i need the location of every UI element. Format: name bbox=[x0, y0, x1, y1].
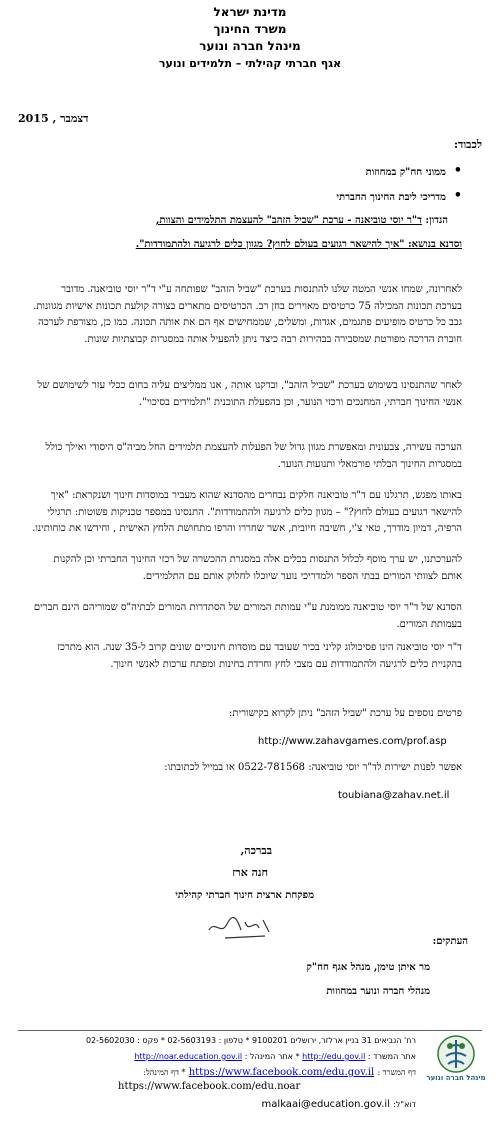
footer-fb-admin-label: * דף המינהל: bbox=[143, 1068, 186, 1077]
paragraph: לאחר שהתנסינו בשימוש בערכת "שביל הזהב", ובדקנו אותה , אנו ממליצים עליה בחום ככלי עזר לשימושם של אנשי החינוך חברתי, המחנכים ורכזי הנוער, וכן בהפעלת התוכנית "תלמידים בסיכוי". bbox=[37, 380, 462, 408]
footer-fb-admin-link[interactable]: https://www.facebook.com/edu.noar bbox=[118, 1081, 301, 1092]
paragraph: הערכה עשירה, צבעונית ומאפשרת מגוון גדול של הפעלות להעצמת תלמידים החל מביה"ס היסודי ואילך כולל במסגרות החינוך הבלתי פורמאלי ותנועות הנוער. bbox=[45, 442, 462, 470]
letterhead-department: אגף חברתי קהילתי – תלמידים ונוער bbox=[158, 57, 342, 70]
footer-sites bbox=[16, 1050, 416, 1064]
to-label: לכבוד: bbox=[454, 138, 482, 151]
footer-site-label: אתר המשרד : bbox=[367, 1052, 416, 1061]
closing: בברכה, bbox=[240, 844, 272, 857]
subject-label: הנדון: bbox=[425, 215, 448, 226]
letterhead bbox=[100, 4, 400, 72]
logo-caption: מינהל חברה ונוער bbox=[426, 1074, 486, 1082]
footer-admin-label: * אתר המינהל : bbox=[244, 1052, 300, 1061]
footer-email-row bbox=[16, 1098, 416, 1112]
footer-admin-link[interactable]: http://noar.education.gov.il bbox=[134, 1052, 243, 1061]
paragraph: ד"ר יוסי טוביאנה הינו פסיכולוג קליני בכיר שעובד עם מוסדות חינוכיים שונים קרוב ל-35 שנה. הוא מתרכז בהקניית כלים לרגיעה ולהתמודדות עם מצבי לחץ וחרדת בחינות ומפתח ערכות לאנשי חינוך. bbox=[57, 642, 462, 670]
footer-site-link[interactable]: http://edu.gov.il bbox=[302, 1052, 366, 1061]
paragraph: להערכתנו, יש ערך מוסף לכלול התנסות בכלים אלה במסגרת ההכשרה של רכזי החינוך החברתי וכן להקנות אותם לצוותי המורים בבתי הספר ולמדריכי נוער שיוכלו לחלוק אותם עם התלמידים. bbox=[53, 554, 462, 582]
letterhead-state: מדינת ישראל bbox=[213, 5, 287, 19]
footer-address: רח' הנביאים 31 בניין ארלזר, ירושלים 9100201 * טלפון : 02-5603193 * פקס : 02-5602030 bbox=[85, 1036, 416, 1045]
letterhead-administration: מינהל חברה ונוער bbox=[199, 39, 301, 53]
footer-fb-link[interactable]: https://www.facebook.com/edu.gov.il bbox=[188, 1067, 375, 1078]
more-details-text: פרטים נוספים על ערכת "שביל הזהב" ניתן לקרוא בקישורית: bbox=[229, 708, 462, 719]
subject-line2: וסדנא בנושא: "איך להישאר רגועים בעולם לחוץ? מגוון כלים לרגיעה ולהתמודדות". bbox=[135, 239, 462, 250]
footer-fb-label: דף המשרד : bbox=[377, 1068, 416, 1077]
paragraph: באותו מפגש, תרגלנו עם ד"ר טוביאנה חלקים נבחרים מהסדנא שהוא מעביר במוסדות חינוך ושנקראת: "איך להישאר רגועים בעולם לחוץ?" – מגוון כלים לרגיעה ולהתמודדות". התנסינו במספר טכניקות פשוטות: תרגילי הרפיה, דמיון מודרך, טאי צ'י, חשיבה חיובית, אשר שחררו והרפו מתחושת הלחץ האישית , וחידשו את כוחותינו. bbox=[32, 490, 462, 535]
paragraph: הסדנא של ד"ר יוסי טוביאנה ממומנת ע"י עמותת המורים של הסתדרות המורים לבתיה"ס שמוריהם הינם חברים בעמותת המורים. bbox=[33, 602, 462, 630]
footer-email-label: דוא"ל: bbox=[393, 1100, 416, 1109]
footer-facebook bbox=[16, 1066, 416, 1080]
contact-email[interactable]: toubiana@zahav.net.il bbox=[338, 790, 450, 801]
paragraph: לאחרונה, שמחו אנשי המטה שלנו להתנסות בערכת "שביל הזהב" שפותחה ע"י ד"ר יוסי טוביאנה. מדובר בערכת תכונות המכילה 75 כרטיסים מאוירים בחן רב. הכרטיסים מתארים בצורה קולעת תכונות אישיות מגוונות. גבב כל כרטיס מופיעים פתגמים, אגדות, ומשלים, שממחישים אף הם את אותה תכונה. כמו כן, מצורפת לערכה חוברת הדרכה מפורטת שמסבירה בבהירות רבה כיצד ניתן להפעיל אותה במסגרות קבוצתיות שונות. bbox=[33, 284, 462, 345]
contact-line: אפשר לפנות ישירות לד"ר יוסי טוביאנה: 0522-781568 או במייל לכתובתו: bbox=[164, 762, 462, 773]
recipient-item: • ממוני חח"ק במחוזות bbox=[162, 165, 462, 182]
cc-label: העתקים: bbox=[432, 936, 468, 947]
signer-name: חנה ארז bbox=[232, 866, 268, 879]
letter-date: דצמבר , 2015 bbox=[18, 112, 89, 125]
signature bbox=[205, 910, 275, 944]
letterhead-ministry: משרד החינוך bbox=[213, 22, 287, 36]
ministry-logo bbox=[420, 1032, 492, 1088]
cc-item: מנהלי חברה ונוער במחוזות bbox=[326, 986, 430, 997]
footer-email[interactable]: malkaai@education.gov.il bbox=[261, 1099, 390, 1110]
cc-item: מר איתן טימן, מנהל אגף חח"ק bbox=[306, 962, 430, 973]
recipients-list bbox=[162, 165, 462, 214]
recipient-item: • מדריכי ליבת החינוך החברתי bbox=[162, 190, 462, 207]
signer-title: מפקחת ארצית חינוך חברתי קהילתי bbox=[175, 890, 314, 901]
footer-divider bbox=[18, 1030, 482, 1031]
subject bbox=[28, 213, 448, 230]
subject-text: ד"ר יוסי טוביאנה - ערכת "שביל הזהב" להעצמת התלמידים והצוות, bbox=[155, 215, 422, 226]
website-link[interactable]: http://www.zahavgames.com/prof.asp bbox=[258, 736, 447, 747]
